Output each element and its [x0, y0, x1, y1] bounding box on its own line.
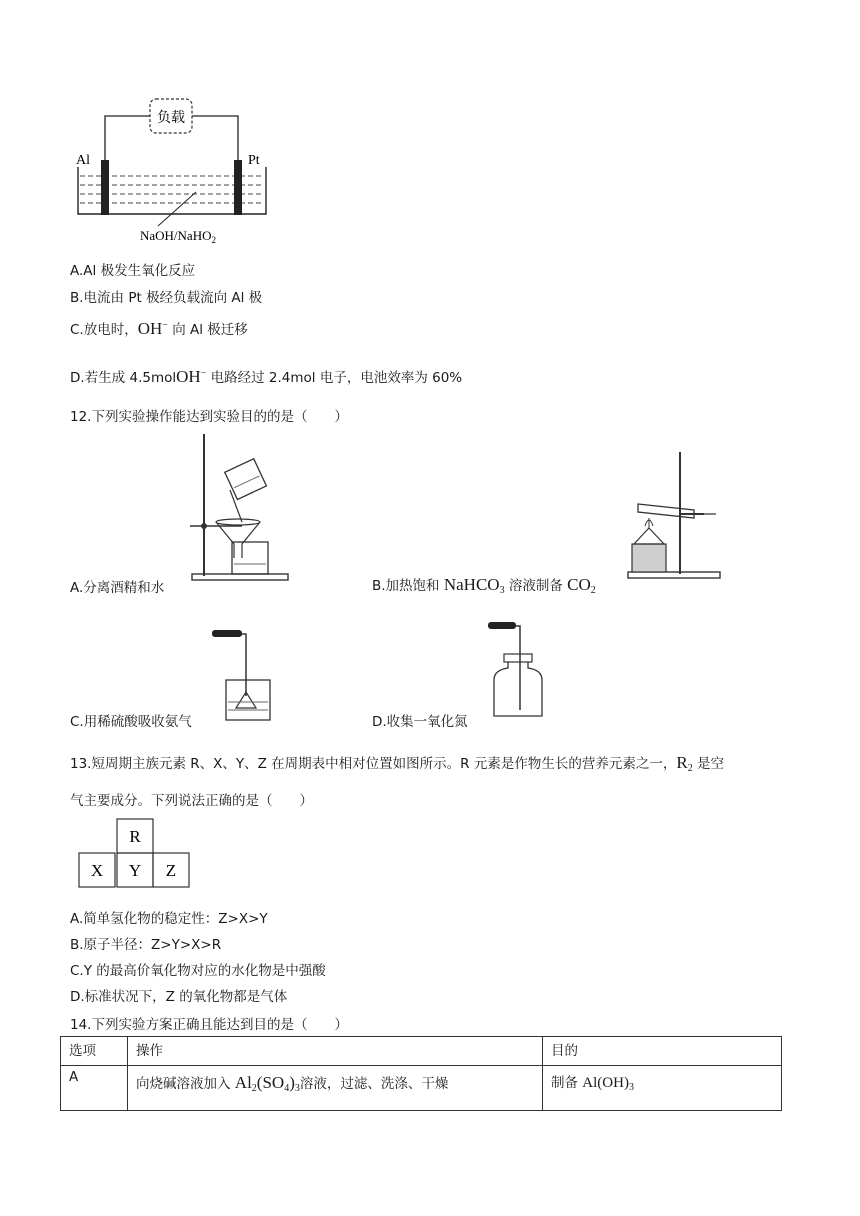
heating-apparatus: [618, 448, 728, 584]
q13-option-a: A.简单氢化物的稳定性：Z>X>Y: [70, 911, 268, 927]
q14-table: [60, 1036, 782, 1111]
q13-option-c: C.Y 的最高价氧化物对应的水化物是中强酸: [70, 963, 326, 979]
al-electrode-label: Al: [76, 153, 90, 168]
q11-option-c: C.放电时，OH− 向 Al 极迁移: [70, 319, 248, 338]
grid-cell-y: Y: [128, 861, 142, 880]
q12-option-d: D.收集一氧化氮: [372, 714, 468, 730]
header-operation: 操作: [128, 1037, 543, 1066]
grid-cell-x: X: [90, 861, 104, 880]
table-row: [61, 1066, 782, 1111]
gas-collection-apparatus: [484, 618, 548, 722]
row-a-option: A: [61, 1066, 128, 1111]
grid-cell-r: R: [129, 827, 141, 846]
row-a-operation: 向烧碱溶液加入 $Al_2(SO_4)_3$溶液，过滤、洗涤、干燥: [128, 1066, 543, 1111]
q13-option-d: D.标准状况下，Z 的氧化物都是气体: [70, 989, 288, 1005]
q13-stem-line2: 气主要成分。下列说法正确的是（ ）: [70, 793, 313, 809]
header-option: 选项: [61, 1037, 128, 1066]
q14-stem: 14.下列实验方案正确且能达到目的是（ ）: [70, 1017, 348, 1033]
load-label: 负载: [157, 111, 185, 126]
periodic-grid: [78, 818, 190, 892]
q12-option-b: B.加热饱和 NaHCO$_3$ 溶液制备 $CO_2$: [372, 575, 596, 596]
grid-cell-z: Z: [165, 861, 177, 880]
absorption-apparatus: [208, 626, 274, 724]
q11-option-d: D.若生成 4.5molOH− 电路经过 2.4mol 电子，电池效率为 60%: [70, 367, 463, 386]
q11-option-b: B.电流由 Pt 极经负载流向 Al 极: [70, 290, 263, 306]
q13-stem-line1: 13.短周期主族元素 R、X、Y、Z 在周期表中相对位置如图所示。R 元素是作物生长的营养元素之一，$R_2$ 是空: [70, 753, 724, 774]
electrolyte-label: NaOH/NaHO: [140, 228, 212, 243]
q12-option-c: C.用稀硫酸吸收氨气: [70, 714, 192, 730]
q11-option-a: A.Al 极发生氧化反应: [70, 263, 196, 279]
svg-text:NaOH/NaHO2: NaOH/NaHO$_2$: [140, 228, 216, 245]
row-a-goal: 制备 $Al(OH)_3$: [543, 1066, 782, 1111]
battery-diagram: [70, 92, 290, 252]
q12-option-a: A.分离酒精和水: [70, 580, 165, 596]
filtration-apparatus: [186, 430, 296, 586]
q12-stem: 12.下列实验操作能达到实验目的的是（ ）: [70, 409, 348, 425]
pt-electrode-label: Pt: [248, 153, 260, 168]
q13-option-b: B.原子半径：Z>Y>X>R: [70, 937, 222, 953]
header-goal: 目的: [543, 1037, 782, 1066]
